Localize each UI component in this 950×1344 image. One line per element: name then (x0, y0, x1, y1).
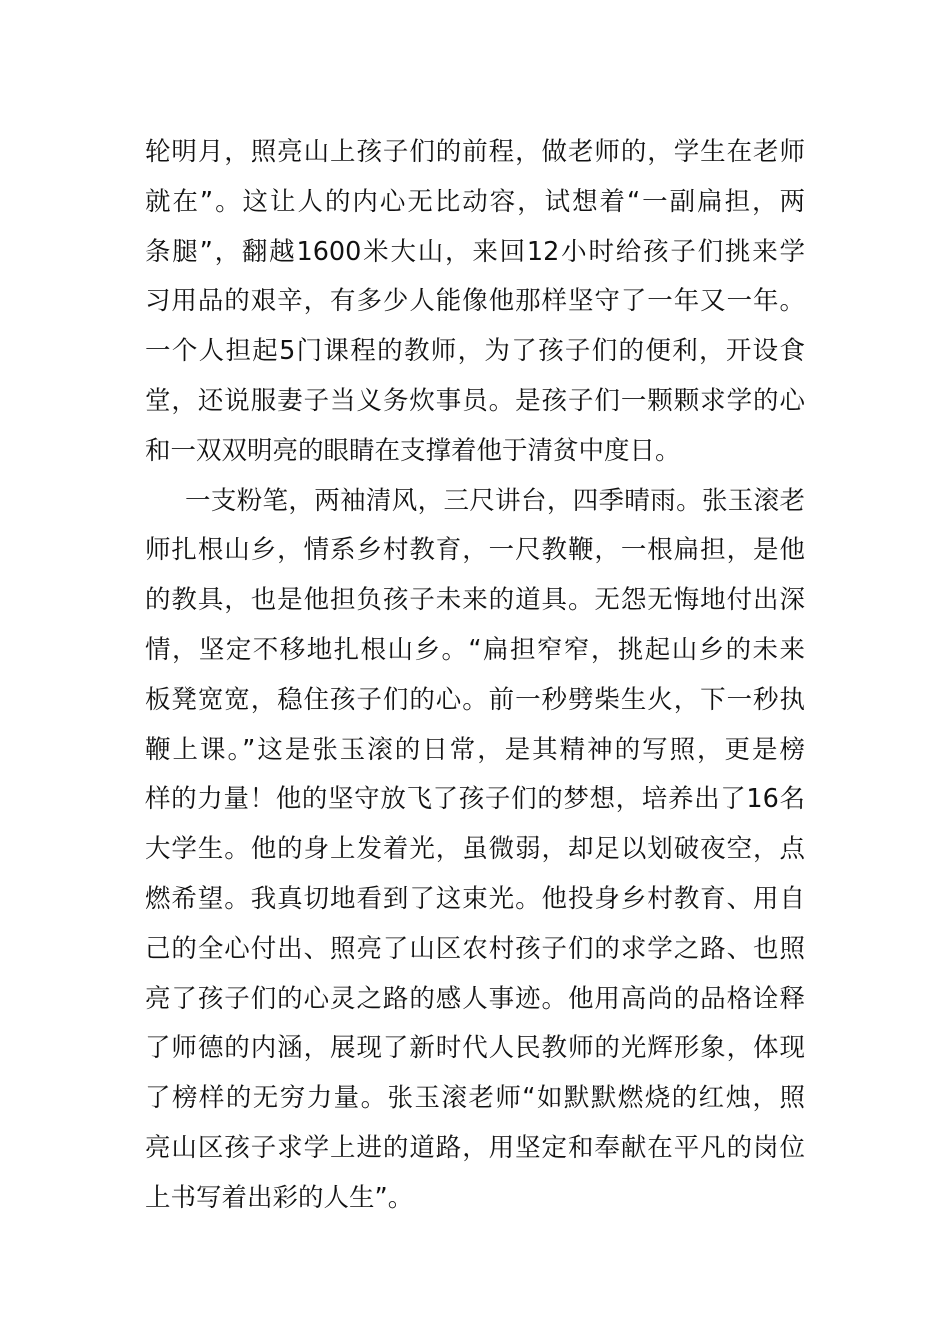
text-line: 亮了孩子们的心灵之路的感人事迹。他用高尚的品格诠释 (145, 983, 805, 1014)
text-line: 了榜样的无穷力量。张玉滚老师“如默默燃烧的红烛，照 (145, 1083, 805, 1114)
text-line: 轮明月，照亮山上孩子们的前程，做老师的，学生在老师 (145, 137, 805, 167)
text-line: 一支粉笔，两袖清风，三尺讲台，四季晴雨。张玉滚老 (185, 485, 805, 516)
text-line: 师扎根山乡，情系乡村教育，一尺教鞭，一根扁担，是他 (145, 535, 805, 566)
text-line: 样的力量！他的坚守放飞了孩子们的梦想，培养出了16名 (145, 784, 805, 815)
text-line: 习用品的艰辛，有多少人能像他那样坚守了一年又一年。 (145, 286, 805, 317)
text-line: 条腿”，翻越1600米大山，来回12小时给孩子们挑来学 (145, 236, 805, 267)
text-line: 己的全心付出、照亮了山区农村孩子们的求学之路、也照 (145, 933, 805, 964)
text-line: 上书写着出彩的人生”。 (145, 1182, 414, 1213)
text-line: 堂，还说服妻子当义务炊事员。是孩子们一颗颗求学的心 (145, 385, 805, 416)
text-line: 一个人担起5门课程的教师，为了孩子们的便利，开设食 (145, 336, 805, 367)
text-line: 的教具，也是他担负孩子未来的道具。无怨无悔地付出深 (145, 585, 805, 616)
text-line: 板凳宽宽，稳住孩子们的心。前一秒劈柴生火，下一秒执 (145, 684, 805, 715)
text-line: 就在”。这让人的内心无比动容，试想着“一副扁担，两 (145, 186, 805, 217)
text-line: 情，坚定不移地扎根山乡。“扁担窄窄，挑起山乡的未来 (145, 634, 805, 665)
text-line: 了师德的内涵，展现了新时代人民教师的光辉形象，体现 (145, 1033, 805, 1064)
document-page (145, 133, 805, 1229)
text-line: 和一双双明亮的眼睛在支撑着他于清贫中度日。 (145, 435, 681, 466)
text-line: 亮山区孩子求学上进的道路，用坚定和奉献在平凡的岗位 (145, 1132, 805, 1163)
paragraph-1 (145, 133, 805, 482)
text-line: 鞭上课。”这是张玉滚的日常，是其精神的写照，更是榜 (145, 734, 805, 765)
text-line: 大学生。他的身上发着光，虽微弱，却足以划破夜空，点 (145, 834, 805, 865)
text-line: 燃希望。我真切地看到了这束光。他投身乡村教育、用自 (145, 883, 805, 914)
paragraph-2 (145, 482, 805, 1229)
